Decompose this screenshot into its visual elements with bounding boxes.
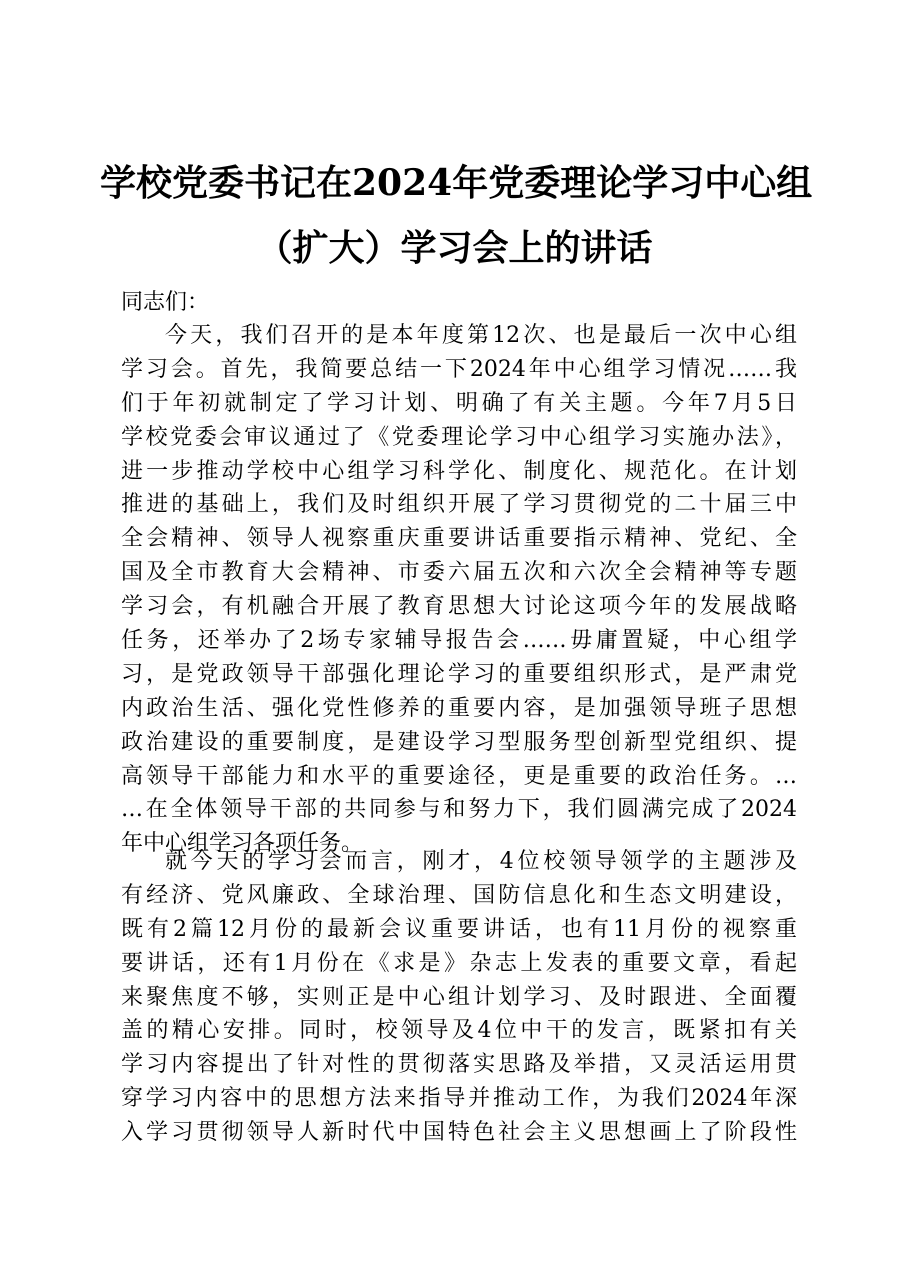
paragraph-line: 高领导干部能力和水平的重要途径，更是重要的政治任务。… bbox=[121, 763, 797, 789]
paragraph-line: 学校党委会审议通过了《党委理论学习中心组学习实施办法》， bbox=[121, 424, 797, 450]
paragraph-line: 学习内容提出了针对性的贯彻落实思路及举措，又灵活运用贯 bbox=[121, 1052, 797, 1078]
paragraph-line: 政治建设的重要制度，是建设学习型服务型创新型党组织、提 bbox=[121, 729, 797, 755]
paragraph-line: 内政治生活、强化党性修养的重要内容，是加强领导班子思想 bbox=[121, 695, 797, 721]
paragraph-2 bbox=[121, 845, 797, 1150]
paragraph-line: 年中心组学习各项任务。 bbox=[121, 831, 364, 857]
paragraph-line: 来聚焦度不够，实则正是中心组计划学习、及时跟进、全面覆 bbox=[121, 984, 797, 1010]
paragraph-line: 习，是党政领导干部强化理论学习的重要组织形式，是严肃党 bbox=[121, 661, 797, 687]
paragraph-line: 穿学习内容中的思想方法来指导并推动工作，为我们2024年深 bbox=[121, 1086, 797, 1112]
paragraph-line: 进一步推动学校中心组学习科学化、制度化、规范化。在计划 bbox=[121, 458, 797, 484]
paragraph-line: 学习会。首先，我简要总结一下2024年中心组学习情况……我 bbox=[121, 356, 797, 382]
paragraph-line: 入学习贯彻领导人新时代中国特色社会主义思想画上了阶段性 bbox=[121, 1120, 797, 1146]
paragraph-line: 今天，我们召开的是本年度第12次、也是最后一次中心组 bbox=[165, 323, 797, 348]
paragraph-line: …在全体领导干部的共同参与和努力下，我们圆满完成了2024 bbox=[121, 797, 797, 823]
paragraph-line: 们于年初就制定了学习计划、明确了有关主题。今年7月5日 bbox=[121, 390, 797, 416]
paragraph-line: 任务，还举办了2场专家辅导报告会……毋庸置疑，中心组学 bbox=[121, 628, 797, 654]
paragraph-line: 全会精神、领导人视察重庆重要讲话重要指示精神、党纪、全 bbox=[121, 526, 797, 552]
paragraph-line: 有经济、党风廉政、全球治理、国防信息化和生态文明建设， bbox=[121, 882, 797, 908]
paragraph-line: 国及全市教育大会精神、市委六届五次和六次全会精神等专题 bbox=[121, 560, 797, 586]
paragraph-line: 推进的基础上，我们及时组织开展了学习贯彻党的二十届三中 bbox=[121, 492, 797, 518]
paragraph-line: 就今天的学习会而言，刚才，4位校领导领学的主题涉及 bbox=[165, 849, 797, 874]
document-title-line-2: （扩大）学习会上的讲话 bbox=[256, 227, 653, 269]
salutation: 同志们： bbox=[121, 290, 210, 315]
paragraph-line: 学习会，有机融合开展了教育思想大讨论这项今年的发展战略 bbox=[121, 594, 797, 620]
paragraph-line: 既有2篇12月份的最新会议重要讲话，也有11月份的视察重 bbox=[121, 916, 797, 942]
document-title-line-1: 学校党委书记在2024年党委理论学习中心组 bbox=[100, 162, 813, 204]
paragraph-line: 要讲话，还有1月份在《求是》杂志上发表的重要文章，看起 bbox=[121, 950, 797, 976]
paragraph-line: 盖的精心安排。同时，校领导及4位中干的发言，既紧扣有关 bbox=[121, 1018, 797, 1044]
paragraph-1 bbox=[121, 319, 797, 861]
